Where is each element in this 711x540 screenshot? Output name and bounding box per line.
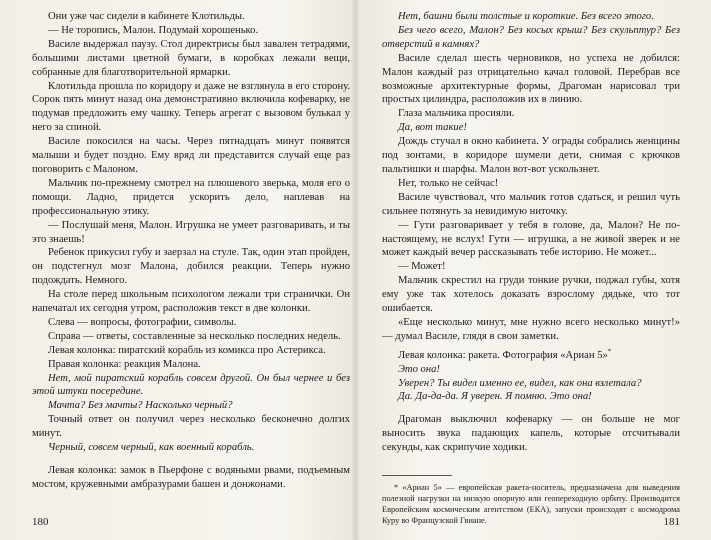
paragraph: Левая колонка: ракета. Фотография «Ариан 5»	[398, 349, 608, 361]
paragraph: Василе покосился на часы. Через пятнадцать минут появятся малыши и будет поздно. Ему вряд ли представится случай еще раз поговорить с Малоном.	[32, 136, 350, 175]
paragraph: Точный ответ он получил через несколько бесконечно долгих минут.	[32, 414, 350, 440]
paragraph: «Еще несколько минут, мне нужно всего несколько минут!» — думал Василе, глядя в свои заметки.	[382, 316, 680, 342]
paragraph: Слева — вопросы, фотографии, символы.	[48, 316, 237, 328]
paragraph: — Гути разговаривает у тебя в голове, да, Малон? Не по-настоящему, не вслух! Гути — игрушка, а не живой зверек и не может каждый вечер рассказывать тебе историю. Не может...	[382, 219, 680, 259]
paragraph: Дождь стучал в окно кабинета. У ограды собрались женщины под зонтами, в коридоре шумели дети, снимая с крючков пальтишки и шарфы. Малон вот-вот ускользнет.	[382, 136, 680, 175]
paragraph-italic: Это она!	[398, 363, 440, 375]
paragraph-italic: Черный, совсем черный, как военный корабль.	[48, 442, 255, 454]
footnote: * «Ариан 5» — европейская ракета-носитель, предназначена для выведения полезной нагрузки на низкую опорную или геопереходную орбиту. Производится Европейским космическим агентством (ЕКА), запуски происходят с космодрома Куру во Французской Гвиане.	[382, 483, 680, 526]
paragraph: Правая колонка: реакция Малона.	[48, 358, 201, 370]
right-page	[382, 10, 680, 532]
paragraph: Мальчик скрестил на груди тонкие ручки, поджал губы, хотя ему уже так хотелось доказать взрослому дядьке, что тот ошибается.	[382, 275, 680, 315]
paragraph-italic: Без чего всего, Малон? Без косых крыш? Без скульптур? Без отверстий в камнях?	[382, 24, 680, 50]
paragraph-italic: Нет, башни были толстые и короткие. Без всего этого.	[398, 11, 654, 22]
paragraph-italic: Нет, мой пиратский корабль совсем другой. Он был чернее и без этой штуки посередине.	[32, 372, 350, 398]
footnote-marker: *	[607, 347, 612, 356]
paragraph: — Может!	[398, 261, 446, 273]
paragraph: Василе чувствовал, что мальчик готов сдаться, и решил чуть сильнее потянуть за невидимую ниточку.	[382, 191, 680, 217]
paragraph: Глаза мальчика просияли.	[398, 108, 515, 120]
paragraph-italic: Да, вот такие!	[398, 122, 467, 134]
paragraph: Клотильда прошла по коридору и даже не взглянула в его сторону. Сорок пять минут назад она демонстративно включила кофеварку, не подумав предложить ему чашку. Теперь агрегат с вызовом булькал у него за спиной.	[32, 80, 350, 134]
rocket-column-line	[382, 349, 680, 363]
page-number: 180	[32, 516, 49, 528]
left-page	[32, 10, 350, 532]
paragraph: — Послушай меня, Малон. Игрушка не умеет разговаривать, и ты это знаешь!	[32, 219, 350, 245]
paragraph: Мальчик по-прежнему смотрел на плюшевого зверька, моля его о помощи. Ладно, придется ускорить дело, наплевав на профессиональную этику.	[32, 177, 350, 217]
paragraph: Они уже час сидели в кабинете Клотильды.	[48, 11, 245, 22]
page-number: 181	[663, 516, 680, 528]
paragraph: Справа — ответы, составленные за несколько последних недель.	[48, 330, 341, 342]
footnote-divider	[382, 475, 452, 476]
paragraph: Василе выдержал паузу. Стол директрисы был завален тетрадями, большими листами цветной бумаги, в коробках лежали вещи, собранные для благотворительной ярмарки.	[32, 38, 350, 78]
paragraph: Василе сделал шесть черновиков, но успеха не добился: Малон каждый раз отрицательно качал головой. Перебрав все возможные архитектурные формы, Драгоман нарисовал три простых цилиндра, расположив их в линию.	[382, 52, 680, 106]
paragraph-italic: Мачта? Без мачты? Насколько черный?	[48, 400, 233, 412]
paragraph: — Не торопись, Малон. Подумай хорошенько.	[48, 24, 259, 36]
paragraph: Ребенок прикусил губу и заерзал на стуле. Так, один этап пройден, он подстегнул мозг Малона, добился реакции. Теперь нужно подождать. Немного.	[32, 247, 350, 287]
paragraph: Нет, только не сейчас!	[398, 177, 499, 189]
paragraph-italic: Да. Да-да-да. Я уверен. Я помню. Это она!	[398, 391, 592, 403]
paragraph: На столе перед школьным психологом лежали три странички. Он напечатал их сегодня утром, расположив текст в две колонки.	[32, 289, 350, 315]
paragraph-italic: Уверен? Ты видел именно ее, видел, как она взлетала?	[398, 377, 642, 389]
paragraph: Левая колонка: пиратский корабль из комикса про Астерикса.	[48, 344, 326, 356]
paragraph: Драгоман выключил кофеварку — он больше не мог выносить звука падающих капель, которые отсчитывали секунды, как скрипучие ходики.	[382, 414, 680, 454]
paragraph: Левая колонка: замок в Пьерфоне с водяными рвами, подъемным мостом, кружевными амбразурами башен и донжонами.	[32, 465, 350, 490]
